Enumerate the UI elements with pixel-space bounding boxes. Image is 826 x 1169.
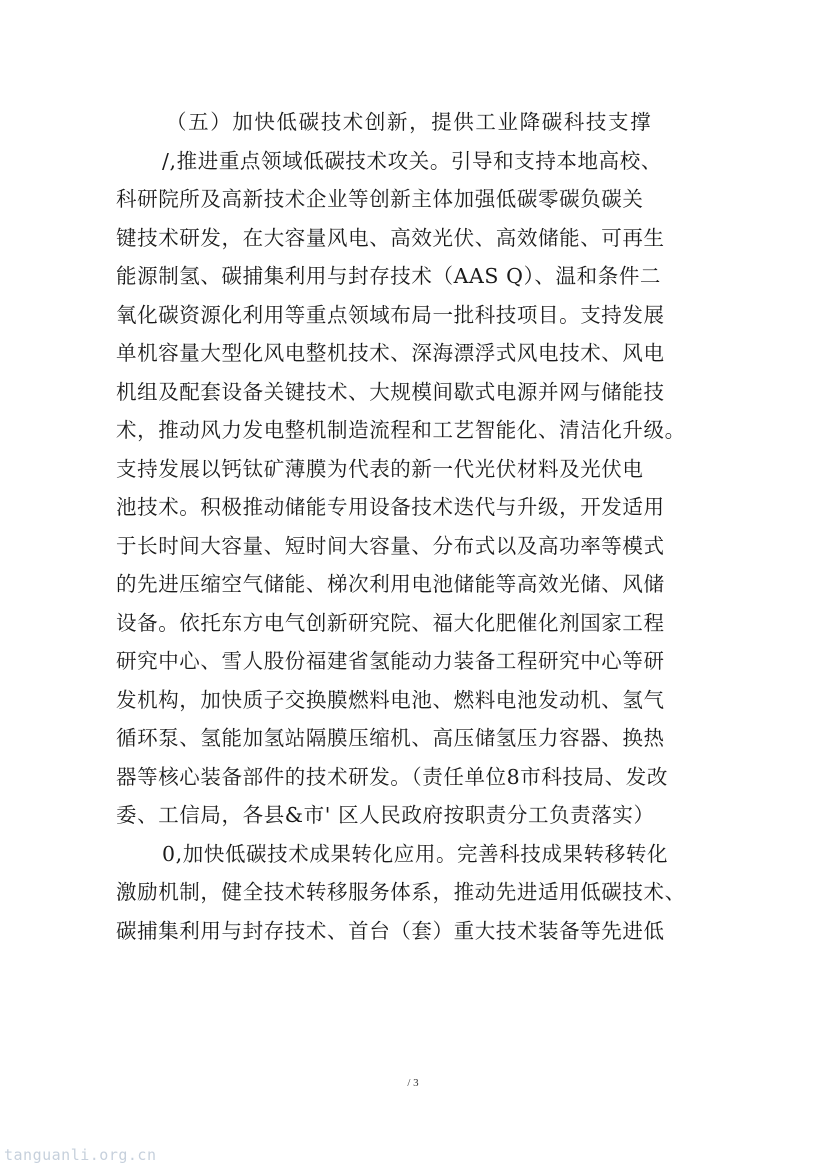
paragraph-line: 0,加快低碳技术成果转化应用。完善科技成果转移转化 (162, 841, 669, 866)
paragraph-line: 循环泵、氢能加氢站隔膜压缩机、高压储氢压力容器、换热 (116, 726, 665, 750)
paragraph-line: 支持发展以钙钛矿薄膜为代表的新一代光伏材料及光伏电 (116, 456, 644, 481)
watermark-text: tanguanli.org.cn (4, 1146, 157, 1164)
paragraph-line: 科研院所及高新技术企业等创新主体加强低碳零碳负碳关 (116, 187, 644, 211)
paragraph-line: /,推进重点领域低碳技术攻关。引导和支持本地高校、 (162, 148, 662, 173)
paragraph-line: 机组及配套设备关键技术、大规模间歇式电源并网与储能技 (116, 379, 665, 404)
paragraph-line: 委、工信局，各县&市' 区人民政府按职责分工负责落实） (116, 803, 655, 827)
paragraph-line: 碳捕集利用与封存技术、首台（套）重大技术装备等先进低 (116, 918, 665, 943)
paragraph-line: 研究中心、雪人股份福建省氢能动力装备工程研究中心等研 (116, 649, 665, 673)
paragraph-line: 氧化碳资源化利用等重点领域布局一批科技项目。支持发展 (116, 302, 665, 327)
paragraph-line: 设备。依托东方电气创新研究院、福大化肥催化剂国家工程 (116, 610, 665, 635)
paragraph-line: 的先进压缩空气储能、梯次利用电池储能等高效光储、风储 (116, 572, 665, 596)
paragraph-line: 单机容量大型化风电整机技术、深海漂浮式风电技术、风电 (116, 341, 665, 365)
page-number: / 3 (407, 1077, 419, 1089)
section-heading: （五）加快低碳技术创新，提供工业降碳科技支撑 (166, 110, 653, 134)
paragraph-line: 发机构，加快质子交换膜燃料电池、燃料电池发动机、氢气 (116, 687, 665, 712)
paragraph-line: 于长时间大容量、短时间大容量、分布式以及高功率等模式 (116, 533, 665, 558)
paragraph-line: 能源制氢、碳捕集利用与封存技术（AAS Q）、温和条件二 (116, 264, 662, 288)
paragraph-line: 术，推动风力发电整机制造流程和工艺智能化、清洁化升级。 (116, 418, 686, 442)
body-text (116, 103, 716, 950)
paragraph-line: 键技术研发，在大容量风电、高效光伏、高效储能、可再生 (116, 225, 665, 250)
paragraph-line: 器等核心装备部件的技术研发。（责任单位8市科技局、发改 (116, 764, 668, 789)
paragraph-line: 池技术。积极推动储能专用设备技术迭代与升级，开发适用 (116, 495, 665, 519)
paragraph-line: 激励机制，健全技术转移服务体系，推动先进适用低碳技术、 (116, 880, 686, 904)
